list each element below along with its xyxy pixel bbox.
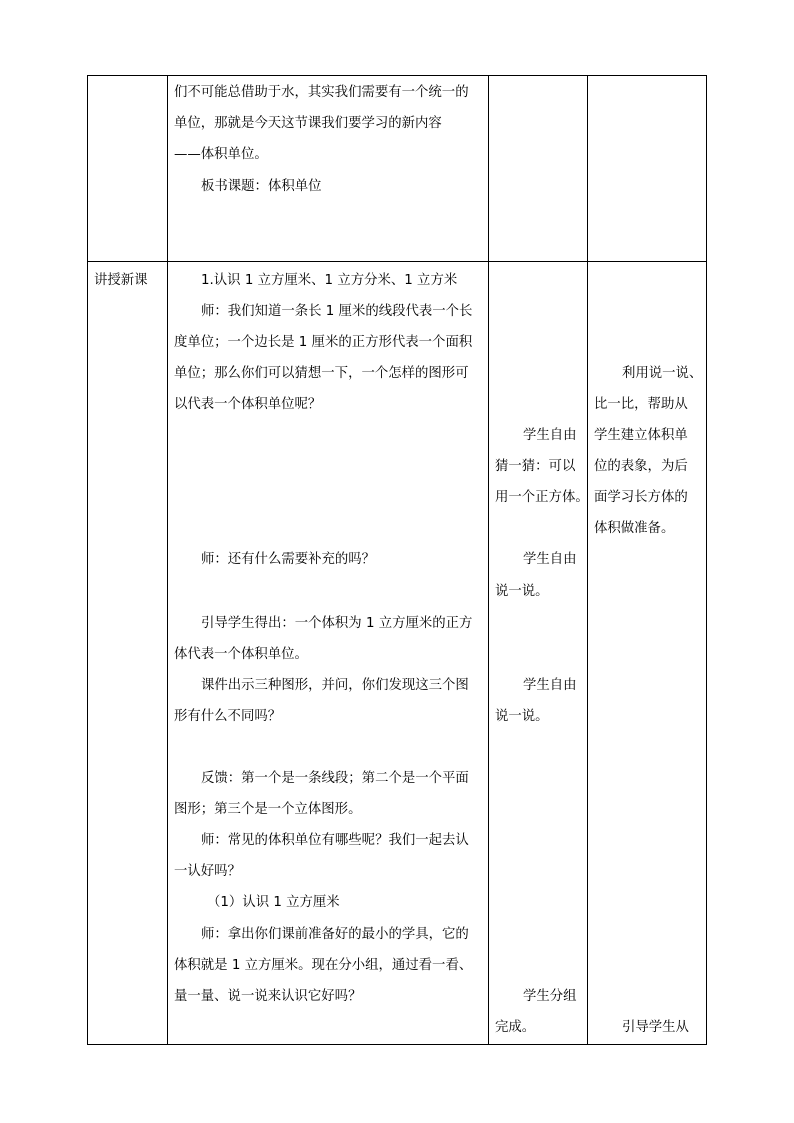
table-border-bottom (87, 1044, 707, 1045)
column-divider-1 (167, 75, 168, 1045)
table-border-left (87, 75, 88, 1045)
stage-label: 讲授新课 (94, 273, 148, 288)
row1-content-line: 板书课题：体积单位 (201, 179, 322, 194)
student-activity-line: 用一个正方体。 (495, 490, 589, 505)
content-line: 反馈：第一个是一条线段；第二个是一个平面 (201, 771, 469, 786)
student-activity-line: 学生自由 (523, 428, 577, 443)
content-line: 引导学生得出：一个体积为 1 立方厘米的正方 (201, 616, 473, 631)
student-activity-line: 完成。 (495, 1020, 536, 1035)
design-intent-line: 引导学生从 (622, 1020, 689, 1035)
design-intent-line: 体积做准备。 (594, 521, 675, 536)
student-activity-line: 说一说。 (495, 584, 549, 599)
column-divider-2 (488, 75, 489, 1045)
content-line: 形有什么不同吗？ (174, 709, 282, 724)
content-line: 体代表一个体积单位。 (174, 647, 308, 662)
student-activity-line: 学生分组 (523, 989, 577, 1004)
content-line: 师：常见的体积单位有哪些呢？我们一起去认 (201, 833, 469, 848)
content-line: （1）认识 1 立方厘米 (207, 895, 340, 910)
design-intent-line: 比一比，帮助从 (594, 397, 688, 412)
content-line: 量一量、说一说来认识它好吗？ (174, 989, 362, 1004)
content-line: 师：我们知道一条长 1 厘米的线段代表一个长 (201, 304, 473, 319)
design-intent-line: 位的表象，为后 (594, 459, 688, 474)
table-border-right (706, 75, 707, 1045)
design-intent-line: 面学习长方体的 (594, 490, 688, 505)
content-line: 1.认识 1 立方厘米、1 立方分米、1 立方米 (201, 273, 458, 288)
student-activity-line: 说一说。 (495, 709, 549, 724)
design-intent-line: 学生建立体积单 (594, 428, 688, 443)
row1-content-line: 们不可能总借助于水，其实我们需要有一个统一的 (174, 85, 469, 100)
column-divider-3 (587, 75, 588, 1045)
table-border-top (87, 75, 707, 76)
row1-content-line: ——体积单位。 (174, 147, 268, 162)
content-line: 课件出示三种图形，并问，你们发现这三个图 (201, 678, 469, 693)
row1-content-line: 单位，那就是今天这节课我们要学习的新内容 (174, 116, 442, 131)
student-activity-line: 猜一猜：可以 (495, 459, 576, 474)
content-line: 图形；第三个是一个立体图形。 (174, 802, 362, 817)
content-line: 单位；那么你们可以猜想一下，一个怎样的图形可 (174, 366, 469, 381)
content-line: 以代表一个体积单位呢？ (174, 397, 322, 412)
content-line: 师：拿出你们课前准备好的最小的学具，它的 (201, 927, 469, 942)
design-intent-line: 利用说一说、 (622, 366, 703, 381)
content-line: 体积就是 1 立方厘米。现在分小组，通过看一看、 (174, 958, 473, 973)
content-line: 一认好吗？ (174, 864, 241, 879)
content-line: 师：还有什么需要补充的吗？ (201, 552, 376, 567)
student-activity-line: 学生自由 (523, 678, 577, 693)
content-line: 度单位；一个边长是 1 厘米的正方形代表一个面积 (174, 335, 473, 350)
row-divider (87, 261, 707, 262)
student-activity-line: 学生自由 (523, 552, 577, 567)
